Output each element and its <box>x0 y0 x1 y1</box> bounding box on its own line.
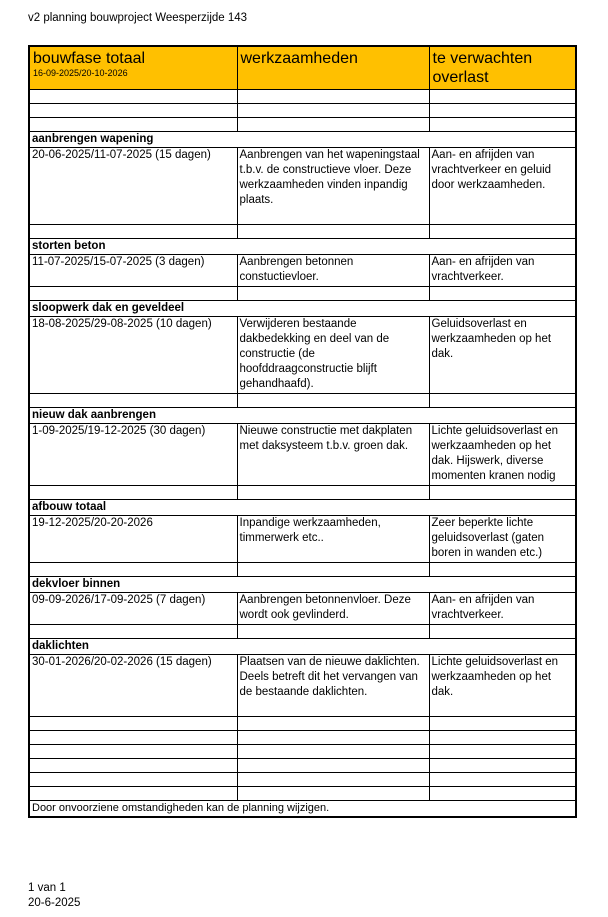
phase-date: 30-01-2026/20-02-2026 (15 dagen) <box>29 655 237 717</box>
phase-date: 1-09-2025/19-12-2025 (30 dagen) <box>29 424 237 486</box>
phase-row <box>29 132 576 148</box>
detail-row <box>29 255 576 287</box>
phase-work: Aanbrengen betonnenvloer. Deze wordt ook gevlinderd. <box>237 593 429 625</box>
phase-work: Plaatsen van de nieuwe daklichten. Deels betreft dit het vervangen van de bestaande daklichten. <box>237 655 429 717</box>
empty-row <box>29 287 576 301</box>
phase-row <box>29 639 576 655</box>
empty-row <box>29 625 576 639</box>
planning-table <box>28 45 577 818</box>
phase-nuisance: Geluidsoverlast en werkzaamheden op het dak. <box>429 317 576 394</box>
planning-note: Door onvoorziene omstandigheden kan de planning wijzigen. <box>29 801 576 818</box>
empty-row <box>29 787 576 801</box>
empty-row <box>29 486 576 500</box>
empty-row <box>29 225 576 239</box>
phase-work: Nieuwe constructie met dakplaten met daksysteem t.b.v. groen dak. <box>237 424 429 486</box>
phase-name: afbouw totaal <box>29 500 576 516</box>
phase-nuisance: Zeer beperkte lichte geluidsoverlast (gaten boren in wanden etc.) <box>429 516 576 563</box>
phase-date: 11-07-2025/15-07-2025 (3 dagen) <box>29 255 237 287</box>
header-phase-label: bouwfase totaal <box>33 50 146 67</box>
phase-nuisance: Lichte geluidsoverlast en werkzaamheden op het dak. <box>429 655 576 717</box>
page-number: 1 van 1 <box>28 882 66 894</box>
phase-date: 09-09-2026/17-09-2025 (7 dagen) <box>29 593 237 625</box>
phase-name: daklichten <box>29 639 576 655</box>
header-nuisance: te verwachten overlast <box>429 46 576 90</box>
phase-date: 18-08-2025/29-08-2025 (10 dagen) <box>29 317 237 394</box>
phase-date: 20-06-2025/11-07-2025 (15 dagen) <box>29 148 237 225</box>
phase-nuisance: Aan- en afrijden van vrachtverkeer. <box>429 593 576 625</box>
phase-row <box>29 239 576 255</box>
detail-row <box>29 317 576 394</box>
empty-row <box>29 759 576 773</box>
note-row <box>29 801 576 818</box>
phase-name: dekvloer binnen <box>29 577 576 593</box>
empty-row <box>29 394 576 408</box>
phase-name: sloopwerk dak en geveldeel <box>29 301 576 317</box>
header-phase <box>29 46 237 90</box>
empty-row <box>29 745 576 759</box>
phase-work: Aanbrengen betonnen constuctievloer. <box>237 255 429 287</box>
empty-row <box>29 773 576 787</box>
phase-work: Inpandige werkzaamheden, timmerwerk etc.. <box>237 516 429 563</box>
header-phase-period: 16-09-2025/20-10-2026 <box>33 68 128 78</box>
phase-nuisance: Aan- en afrijden van vrachtverkeer. <box>429 255 576 287</box>
document-title: v2 planning bouwproject Weesperzijde 143 <box>28 12 248 24</box>
phase-row <box>29 500 576 516</box>
phase-row <box>29 301 576 317</box>
empty-row <box>29 90 576 104</box>
phase-nuisance: Aan- en afrijden van vrachtverkeer en geluid door werkzaamheden. <box>429 148 576 225</box>
detail-row <box>29 148 576 225</box>
empty-row <box>29 731 576 745</box>
phase-row <box>29 577 576 593</box>
phase-name: storten beton <box>29 239 576 255</box>
header-work: werkzaamheden <box>237 46 429 90</box>
empty-row <box>29 118 576 132</box>
empty-row <box>29 717 576 731</box>
detail-row <box>29 516 576 563</box>
detail-row <box>29 593 576 625</box>
phase-work: Aanbrengen van het wapeningstaal t.b.v. de constructieve vloer. Deze werkzaamheden vinden inpandig plaats. <box>237 148 429 225</box>
empty-row <box>29 563 576 577</box>
phase-nuisance: Lichte geluidsoverlast en werkzaamheden op het dak. Hijswerk, diverse momenten kranen nodig <box>429 424 576 486</box>
empty-row <box>29 104 576 118</box>
detail-row <box>29 655 576 717</box>
phase-row <box>29 408 576 424</box>
phase-date: 19-12-2025/20-20-2026 <box>29 516 237 563</box>
phase-work: Verwijderen bestaande dakbedekking en deel van de constructie (de hoofddraagconstructie blijft gehandhaafd). <box>237 317 429 394</box>
phase-name: nieuw dak aanbrengen <box>29 408 576 424</box>
phase-name: aanbrengen wapening <box>29 132 576 148</box>
page-footer <box>28 881 80 911</box>
header-row <box>29 46 576 90</box>
footer-date: 20-6-2025 <box>28 897 81 909</box>
detail-row <box>29 424 576 486</box>
